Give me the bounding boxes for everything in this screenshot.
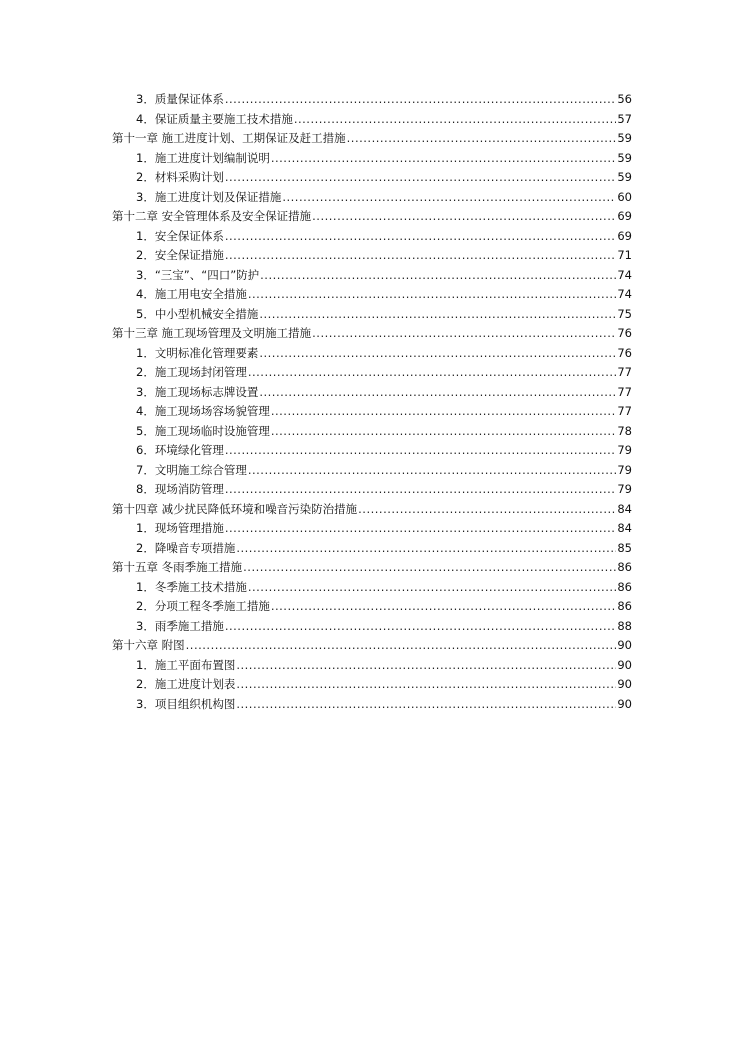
toc-page-number: 84 (617, 521, 632, 535)
toc-section-entry[interactable] (112, 344, 632, 364)
toc-dot-leader (312, 207, 616, 227)
toc-section-entry[interactable] (112, 383, 632, 403)
toc-dot-leader (236, 675, 616, 695)
toc-page-number: 60 (617, 189, 632, 204)
toc-dot-leader (271, 422, 617, 442)
table-of-contents (112, 90, 632, 714)
toc-page-number: 78 (617, 423, 632, 438)
toc-entry-title: 2．施工现场封闭管理 (136, 365, 247, 379)
toc-entry-title: 1．冬季施工技术措施 (136, 579, 247, 594)
toc-entry-title: 3．“三宝”、“四口”防护 (136, 267, 260, 282)
toc-dot-leader (236, 695, 616, 715)
toc-entry-title: 2．施工进度计划表 (136, 677, 236, 691)
toc-page-number: 77 (617, 404, 632, 418)
toc-chapter-entry[interactable] (112, 207, 632, 227)
toc-section-entry[interactable] (112, 539, 632, 559)
toc-section-entry[interactable] (112, 305, 632, 325)
toc-section-entry[interactable] (112, 227, 632, 247)
toc-entry-title: 7．文明施工综合管理 (136, 462, 247, 477)
toc-dot-leader (271, 402, 617, 422)
toc-section-entry[interactable] (112, 597, 632, 617)
toc-dot-leader (312, 324, 616, 344)
toc-dot-leader (347, 129, 617, 149)
toc-page-number: 79 (617, 443, 632, 457)
toc-dot-leader (225, 617, 617, 637)
toc-section-entry[interactable] (112, 149, 632, 169)
toc-page-number: 79 (617, 462, 632, 477)
toc-dot-leader (225, 168, 617, 188)
toc-entry-title: 8．现场消防管理 (136, 482, 224, 496)
toc-page-number: 86 (617, 599, 632, 613)
toc-section-entry[interactable] (112, 461, 632, 481)
toc-dot-leader (236, 656, 616, 676)
toc-dot-leader (225, 441, 617, 461)
toc-entry-title: 1．安全保证体系 (136, 228, 224, 243)
toc-entry-title: 2．分项工程冬季施工措施 (136, 599, 270, 613)
toc-entry-title: 4．施工现场场容场貌管理 (136, 404, 270, 418)
toc-page-number: 90 (617, 696, 632, 711)
toc-entry-title: 3．施工现场标志牌设置 (136, 384, 259, 399)
toc-page-number: 69 (617, 209, 632, 223)
toc-page-number: 71 (617, 248, 632, 262)
toc-section-entry[interactable] (112, 480, 632, 500)
toc-section-entry[interactable] (112, 266, 632, 286)
toc-dot-leader (294, 110, 617, 130)
toc-entry-title: 6．环境绿化管理 (136, 443, 224, 457)
toc-section-entry[interactable] (112, 110, 632, 130)
toc-entry-title: 5．施工现场临时设施管理 (136, 423, 270, 438)
toc-entry-title: 第十五章 冬雨季施工措施 (112, 560, 243, 574)
toc-section-entry[interactable] (112, 246, 632, 266)
toc-page-number: 69 (617, 228, 632, 243)
toc-dot-leader (186, 636, 617, 656)
toc-chapter-entry[interactable] (112, 636, 632, 656)
toc-entry-title: 第十六章 附图 (112, 638, 185, 652)
toc-dot-leader (248, 285, 617, 305)
toc-entry-title: 1．施工进度计划编制说明 (136, 150, 270, 165)
toc-entry-title: 3．施工进度计划及保证措施 (136, 189, 282, 204)
toc-section-entry[interactable] (112, 363, 632, 383)
toc-page-number: 59 (617, 150, 632, 165)
toc-section-entry[interactable] (112, 188, 632, 208)
toc-section-entry[interactable] (112, 675, 632, 695)
toc-page-number: 59 (617, 170, 632, 184)
toc-entry-title: 4．施工用电安全措施 (136, 287, 247, 301)
toc-page-number: 77 (617, 384, 632, 399)
toc-page-number: 74 (617, 287, 632, 301)
toc-entry-title: 3．项目组织机构图 (136, 696, 236, 711)
toc-section-entry[interactable] (112, 519, 632, 539)
toc-entry-title: 第十一章 施工进度计划、工期保证及赶工措施 (112, 131, 346, 145)
toc-page-number: 90 (617, 638, 632, 652)
toc-page-number: 59 (617, 131, 632, 145)
toc-section-entry[interactable] (112, 402, 632, 422)
toc-entry-title: 第十二章 安全管理体系及安全保证措施 (112, 209, 312, 223)
toc-dot-leader (225, 227, 617, 247)
toc-dot-leader (259, 305, 616, 325)
toc-page-number: 86 (617, 560, 632, 574)
toc-dot-leader (259, 383, 616, 403)
toc-page-number: 77 (617, 365, 632, 379)
toc-section-entry[interactable] (112, 695, 632, 715)
toc-section-entry[interactable] (112, 441, 632, 461)
toc-entry-title: 1．文明标准化管理要素 (136, 345, 259, 360)
toc-section-entry[interactable] (112, 90, 632, 110)
toc-section-entry[interactable] (112, 656, 632, 676)
toc-chapter-entry[interactable] (112, 558, 632, 578)
toc-dot-leader (243, 558, 616, 578)
toc-dot-leader (225, 246, 617, 266)
toc-page-number: 90 (617, 677, 632, 691)
toc-entry-title: 2．安全保证措施 (136, 248, 224, 262)
toc-dot-leader (225, 519, 617, 539)
toc-dot-leader (225, 90, 617, 110)
toc-dot-leader (248, 578, 617, 598)
toc-page-number: 88 (617, 618, 632, 633)
toc-dot-leader (225, 480, 617, 500)
toc-page-number: 86 (617, 579, 632, 594)
toc-page-number: 85 (617, 540, 632, 555)
toc-page-number: 56 (617, 92, 632, 106)
toc-entry-title: 第十三章 施工现场管理及文明施工措施 (112, 326, 312, 340)
toc-dot-leader (248, 461, 617, 481)
toc-dot-leader (259, 344, 616, 364)
toc-dot-leader (271, 149, 617, 169)
toc-entry-title: 1．现场管理措施 (136, 521, 224, 535)
toc-entry-title: 2．材料采购计划 (136, 170, 224, 184)
toc-page-number: 84 (617, 501, 632, 516)
toc-section-entry[interactable] (112, 422, 632, 442)
toc-dot-leader (282, 188, 616, 208)
toc-section-entry[interactable] (112, 578, 632, 598)
toc-entry-title: 2．降噪音专项措施 (136, 540, 236, 555)
toc-dot-leader (271, 597, 617, 617)
toc-dot-leader (358, 500, 616, 520)
toc-entry-title: 4．保证质量主要施工技术措施 (136, 111, 293, 126)
toc-page-number: 74 (617, 267, 632, 282)
toc-chapter-entry[interactable] (112, 500, 632, 520)
toc-section-entry[interactable] (112, 617, 632, 637)
toc-entry-title: 3．雨季施工措施 (136, 618, 224, 633)
toc-page-number: 76 (617, 345, 632, 360)
toc-section-entry[interactable] (112, 285, 632, 305)
toc-page-number: 76 (617, 326, 632, 340)
toc-entry-title: 5．中小型机械安全措施 (136, 306, 259, 321)
toc-entry-title: 1．施工平面布置图 (136, 657, 236, 672)
toc-dot-leader (248, 363, 617, 383)
toc-page-number: 90 (617, 657, 632, 672)
toc-page-number: 57 (617, 111, 632, 126)
toc-section-entry[interactable] (112, 168, 632, 188)
toc-dot-leader (236, 539, 616, 559)
toc-page-number: 79 (617, 482, 632, 496)
toc-chapter-entry[interactable] (112, 129, 632, 149)
toc-dot-leader (260, 266, 616, 286)
toc-page-number: 75 (617, 306, 632, 321)
toc-entry-title: 第十四章 减少扰民降低环境和噪音污染防治措施 (112, 501, 358, 516)
toc-entry-title: 3．质量保证体系 (136, 92, 224, 106)
toc-chapter-entry[interactable] (112, 324, 632, 344)
